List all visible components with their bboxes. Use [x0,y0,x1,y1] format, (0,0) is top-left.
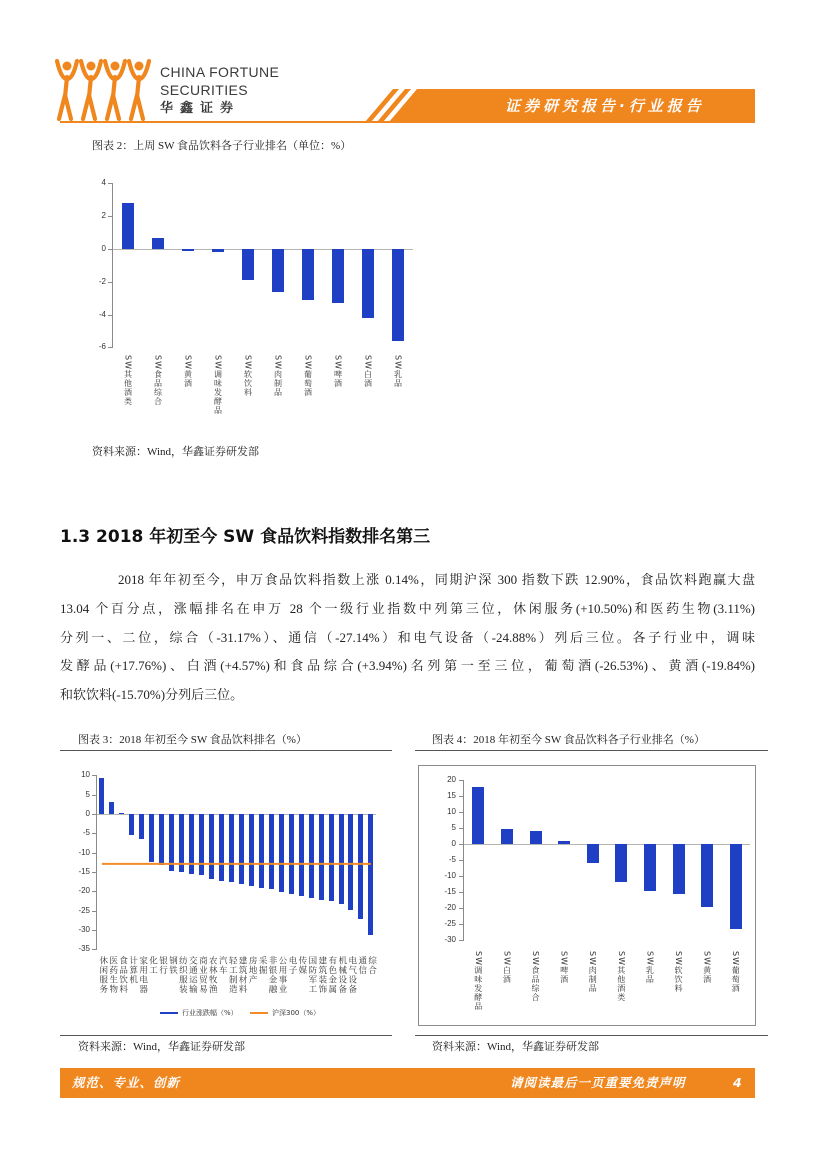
chart-2-category-label: SW啤酒 [333,355,343,388]
chart-3-bar-12 [209,814,214,879]
chart-3-category-label: 公用事业 [277,956,287,994]
chart-3-legend-swatch-1 [160,1012,178,1014]
chart-3-y-tick-label: -25 [78,905,90,915]
chart-2-y-tick-mark [108,249,112,250]
chart-4-category-label: SW软饮料 [674,951,683,993]
chart-3-category-label: 食品饮料 [117,956,128,994]
chart-2-y-tick-label: -4 [98,309,106,319]
chart-2-y-tick-mark [108,282,112,283]
chart-4-y-tick-label: 10 [447,807,456,816]
chart-2-bar-1 [122,203,134,249]
chart-4-y-tick-mark [459,892,463,893]
china-fortune-logo-icon [55,55,155,123]
chart-3-y-tick-label: -5 [82,828,90,838]
chart-3-legend-label-1: 行业涨跌幅（%） [182,1009,238,1017]
chart-3-category-label: 传媒 [296,956,307,975]
chart-4-y-tick-label: -20 [444,903,456,912]
chart-4-bar-5 [587,844,599,863]
chart-2-y-tick-label: 4 [101,178,106,188]
chart-4-category-label: SW调味发酵品 [473,951,483,1011]
report-type-label: 证券研究报告·行业报告 [505,97,705,115]
chart-3-category-label: 纺织服装 [177,956,188,994]
chart-3-bar-17 [259,814,264,888]
chart-3-y-tick-label: 10 [81,770,90,780]
chart-4-bar-1 [472,787,484,844]
footer-slogan: 规范、专业、创新 [72,1075,181,1090]
chart-2-category-label: SW调味发酵品 [213,355,223,415]
chart-4-y-tick-label: 5 [451,823,456,832]
chart-4-bar-10 [730,844,742,929]
figure-4-source: 资料来源：Wind，华鑫证券研发部 [432,1041,599,1053]
chart-3-y-tick-label: -10 [78,847,90,857]
chart-3-bar-15 [239,814,244,884]
chart-3-category-label: 汽车 [217,956,228,975]
paragraph-line: 发酵品(+17.76%)、白酒(+4.57%)和食品综合(+3.94%)名列第一至三位，葡萄酒(-26.53%)、黄酒(-19.84%) [60,658,755,674]
chart-3-category-label: 休闲服务 [97,956,108,994]
chart-3-bar-2 [109,802,114,814]
chart-3-y-axis-line [96,775,97,950]
chart-3-legend-swatch-2 [250,1012,268,1014]
chart-4-bar-2 [501,829,513,844]
chart-3-bar-11 [199,814,204,875]
chart-3-bar-6 [149,814,154,862]
chart-3-category-label: 银行 [157,956,168,975]
chart-3-bar-9 [179,814,184,872]
chart-3-bar-20 [289,814,294,894]
figure-3-bar-line-chart [60,765,395,1031]
chart-2-y-tick-label: -6 [98,342,106,352]
chart-3-category-label: 化工 [147,956,158,975]
figure-4-bar-chart [418,765,756,1026]
chart-3-y-tick-mark [92,795,96,796]
chart-4-category-label: SW乳品 [645,951,655,984]
chart-3-category-label: 非银金融 [267,956,278,994]
chart-3-y-tick-label: 5 [85,789,90,799]
chart-2-bar-5 [242,249,254,280]
page-number: 4 [733,1075,742,1090]
footer-disclaimer: 请阅读最后一页重要免责声明 [510,1075,686,1090]
chart-3-y-tick-mark [92,833,96,834]
chart-3-category-label: 钢铁 [167,956,178,975]
chart-3-bar-14 [229,814,234,882]
chart-3-y-tick-mark [92,911,96,912]
brand-name-english-line2: SECURITIES [160,82,249,98]
figure-2-bar-chart [80,175,420,420]
chart-3-y-tick-mark [92,949,96,950]
chart-3-y-tick-label: -35 [78,944,90,954]
chart-3-bar-4 [129,814,134,835]
chart-4-y-axis-line [463,780,464,941]
paragraph-line: 13.04 个百分点，涨幅排名在申万 28 个一级行业指数中列第三位，休闲服务(+10.50%)和医药生物(3.11%) [60,600,755,616]
chart-4-category-label: SW肉制品 [588,951,598,993]
chart-4-bar-3 [530,831,542,844]
figure-3-source-rule [60,1035,392,1036]
chart-4-y-tick-mark [459,876,463,877]
chart-4-bar-9 [701,844,713,907]
chart-3-y-tick-mark [92,891,96,892]
chart-2-category-label: SW其他酒类 [123,355,133,406]
chart-3-bar-7 [159,814,164,865]
chart-2-y-tick-mark [108,315,112,316]
chart-4-bar-7 [644,844,656,891]
chart-3-category-label: 房地产 [247,956,258,985]
chart-4-bar-4 [558,841,570,844]
chart-2-bar-9 [362,249,374,318]
chart-3-bar-23 [319,814,324,900]
chart-4-y-tick-mark [459,780,463,781]
chart-4-category-label: SW食品综合 [531,951,540,1002]
figure-3-source: 资料来源：Wind，华鑫证券研发部 [78,1041,245,1053]
chart-3-category-label: 有色金属 [326,956,337,994]
chart-2-category-label: SW软饮料 [243,355,253,397]
chart-3-bar-24 [329,814,334,901]
chart-3-category-label: 交通运输 [187,956,198,994]
chart-3-y-tick-mark [92,872,96,873]
chart-2-y-tick-label: -2 [98,276,106,286]
chart-4-y-tick-mark [459,924,463,925]
chart-2-category-label: SW葡萄酒 [303,355,313,397]
chart-2-bar-10 [392,249,404,341]
chart-3-category-label: 电子 [286,956,297,975]
chart-4-y-tick-mark [459,796,463,797]
chart-3-category-label: 医药生物 [107,956,118,994]
chart-3-bar-10 [189,814,194,874]
chart-3-bar-8 [169,814,174,871]
chart-4-y-tick-mark [459,812,463,813]
chart-3-bar-28 [368,814,373,935]
chart-2-category-label: SW食品综合 [153,355,163,406]
chart-3-bar-21 [299,814,304,896]
chart-3-bar-5 [139,814,144,839]
chart-2-y-axis-line [112,183,113,348]
figure-3-caption-rule [60,750,392,751]
chart-2-y-tick-mark [108,347,112,348]
figure-4-source-rule [415,1035,768,1036]
chart-3-category-label: 综合 [366,956,377,975]
chart-4-y-tick-label: -25 [444,919,456,928]
header-divider [60,121,755,123]
chart-4-y-tick-mark [459,940,463,941]
chart-3-category-label: 家用电器 [137,956,148,994]
chart-3-x-axis-line [96,814,376,815]
chart-4-y-tick-label: 20 [447,775,456,784]
chart-3-category-label: 建筑材料 [237,956,248,994]
chart-3-y-tick-mark [92,775,96,776]
chart-3-category-label: 采掘 [257,956,268,975]
chart-4-category-label: SW其他酒类 [616,951,626,1002]
chart-4-y-tick-mark [459,908,463,909]
chart-3-bar-19 [279,814,284,892]
chart-2-y-tick-mark [108,216,112,217]
chart-2-y-tick-label: 0 [101,244,106,253]
brand-name-english-line1: CHINA FORTUNE [160,64,280,80]
chart-3-y-tick-label: -15 [78,867,90,877]
figure-2-caption: 图表 2：上周 SW 食品饮料各子行业排名（单位：%） [92,140,352,152]
figure-2-source: 资料来源：Wind，华鑫证券研发部 [92,446,259,458]
chart-2-bar-3 [182,249,194,251]
chart-4-y-tick-mark [459,844,463,845]
chart-4-category-label: SW白酒 [502,951,512,984]
chart-3-category-label: 计算机 [127,956,138,985]
chart-3-bar-26 [348,814,353,910]
chart-3-bar-1 [99,778,104,814]
chart-2-bar-4 [212,249,224,252]
chart-2-bar-6 [272,249,284,292]
chart-2-category-label: SW乳品 [393,355,403,388]
chart-3-category-label: 农林牧渔 [207,956,218,994]
chart-2-bar-2 [152,238,164,249]
chart-3-bar-25 [339,814,344,904]
paragraph-line: 2018 年年初至今，申万食品饮料指数上涨 0.14%，同期沪深 300 指数下跌 12.90%，食品饮料跑赢大盘 [118,572,755,587]
chart-3-y-tick-label: 0 [85,809,90,818]
section-paragraph [60,566,755,710]
paragraph-line: 分列一、二位，综合（-31.17%）、通信（-27.14%）和电气设备（-24.88%）列后三位。各子行业中，调味 [60,629,755,645]
chart-2-y-tick-mark [108,183,112,184]
chart-3-bar-3 [119,813,124,814]
chart-4-y-tick-label: -15 [444,887,456,896]
chart-3-y-tick-label: -20 [78,886,90,896]
chart-3-y-tick-label: -30 [78,925,90,935]
chart-3-legend-label-2: 沪深300（%） [272,1009,321,1017]
figure-4-caption: 图表 4：2018 年初至今 SW 食品饮料各子行业排名（%） [432,734,705,746]
footer-bar [60,1068,755,1098]
chart-2-category-label: SW白酒 [363,355,373,388]
chart-2-bar-7 [302,249,314,300]
chart-4-y-tick-label: -30 [444,935,456,944]
chart-3-bar-18 [269,814,274,889]
chart-4-y-tick-label: -5 [448,855,456,864]
figure-3-caption: 图表 3：2018 年初至今 SW 食品饮料排名（%） [78,734,307,746]
section-heading: 1.3 2018 年初至今 SW 食品饮料指数排名第三 [60,527,431,547]
chart-2-y-tick-label: 2 [101,211,106,221]
chart-4-bar-6 [615,844,627,882]
paragraph-line: 和软饮料(-15.70%)分列后三位。 [60,687,244,703]
chart-3-category-label: 国防军工 [306,956,317,994]
chart-4-bar-8 [673,844,685,894]
chart-3-category-label: 轻工制造 [227,956,238,994]
chart-3-category-label: 建筑装饰 [316,956,327,994]
chart-3-category-label: 通信 [356,956,367,975]
chart-3-y-tick-mark [92,853,96,854]
brand-name-chinese: 华鑫证券 [160,101,241,116]
chart-4-category-label: SW黄酒 [702,951,712,984]
chart-4-y-tick-label: 15 [447,791,456,800]
chart-4-category-label: SW啤酒 [559,951,569,984]
chart-3-category-label: 机械设备 [336,956,347,994]
chart-2-bar-8 [332,249,344,303]
chart-3-bar-13 [219,814,224,881]
chart-4-y-tick-mark [459,860,463,861]
chart-3-y-tick-mark [92,930,96,931]
chart-2-category-label: SW肉制品 [273,355,283,397]
chart-4-y-tick-label: 0 [451,839,456,848]
figure-4-caption-rule [415,750,768,751]
chart-3-category-label: 商业贸易 [197,956,208,994]
chart-4-y-tick-mark [459,828,463,829]
chart-3-bar-16 [249,814,254,886]
chart-3-y-tick-mark [92,814,96,815]
chart-2-category-label: SW黄酒 [183,355,193,388]
chart-3-bar-27 [358,814,363,919]
chart-4-y-tick-label: -10 [444,871,456,880]
chart-4-category-label: SW葡萄酒 [731,951,741,993]
chart-3-bar-22 [309,814,314,898]
chart-3-category-label: 电气设备 [346,956,357,994]
